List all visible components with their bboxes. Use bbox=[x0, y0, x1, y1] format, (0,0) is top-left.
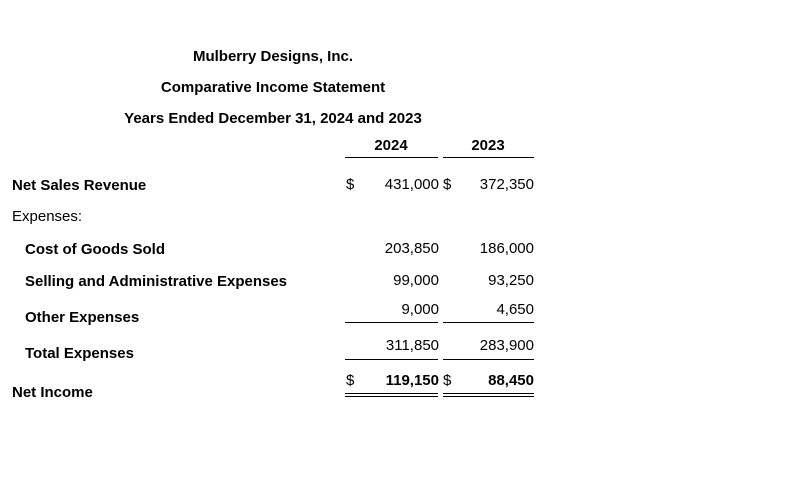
company-name: Mulberry Designs, Inc. bbox=[192, 48, 354, 65]
value-net-sales-2023: 372,350 bbox=[479, 176, 534, 193]
value-net-income-2023: 88,450 bbox=[488, 372, 534, 389]
expenses-header: Expenses: bbox=[12, 208, 83, 225]
subtotal-underline-2023 bbox=[443, 322, 534, 323]
statement-period: Years Ended December 31, 2024 and 2023 bbox=[124, 110, 422, 127]
row-label-net-income: Net Income bbox=[12, 384, 93, 401]
value-other-2023: 4,650 bbox=[496, 301, 534, 318]
subtotal-underline-2024 bbox=[345, 322, 438, 323]
column-header-2023: 2023 bbox=[471, 137, 505, 154]
header-underline-2024 bbox=[345, 157, 438, 158]
net-income-double-underline-2024 bbox=[345, 393, 438, 397]
row-label-total-expenses: Total Expenses bbox=[25, 345, 134, 362]
currency-sign-net-income-2024: $ bbox=[346, 372, 355, 389]
statement-title: Comparative Income Statement bbox=[160, 79, 386, 96]
value-selling-admin-2024: 99,000 bbox=[393, 272, 439, 289]
value-net-sales-2024: 431,000 bbox=[384, 176, 439, 193]
currency-sign-net-sales-2023: $ bbox=[443, 176, 452, 193]
row-label-other: Other Expenses bbox=[25, 309, 140, 326]
column-header-2024: 2024 bbox=[374, 137, 408, 154]
value-selling-admin-2023: 93,250 bbox=[488, 272, 534, 289]
header-underline-2023 bbox=[443, 157, 534, 158]
value-net-income-2024: 119,150 bbox=[385, 372, 439, 389]
net-income-double-underline-2023 bbox=[443, 393, 534, 397]
row-label-selling-admin: Selling and Administrative Expenses bbox=[25, 273, 288, 290]
row-label-cogs: Cost of Goods Sold bbox=[25, 241, 165, 258]
total-underline-2023 bbox=[443, 359, 534, 360]
total-underline-2024 bbox=[345, 359, 438, 360]
row-label-net-sales: Net Sales Revenue bbox=[12, 177, 147, 194]
value-total-expenses-2023: 283,900 bbox=[479, 337, 534, 354]
currency-sign-net-income-2023: $ bbox=[443, 372, 452, 389]
value-total-expenses-2024: 311,850 bbox=[385, 337, 439, 354]
value-cogs-2024: 203,850 bbox=[384, 240, 439, 257]
value-cogs-2023: 186,000 bbox=[479, 240, 534, 257]
value-other-2024: 9,000 bbox=[401, 301, 439, 318]
currency-sign-net-sales-2024: $ bbox=[346, 176, 355, 193]
